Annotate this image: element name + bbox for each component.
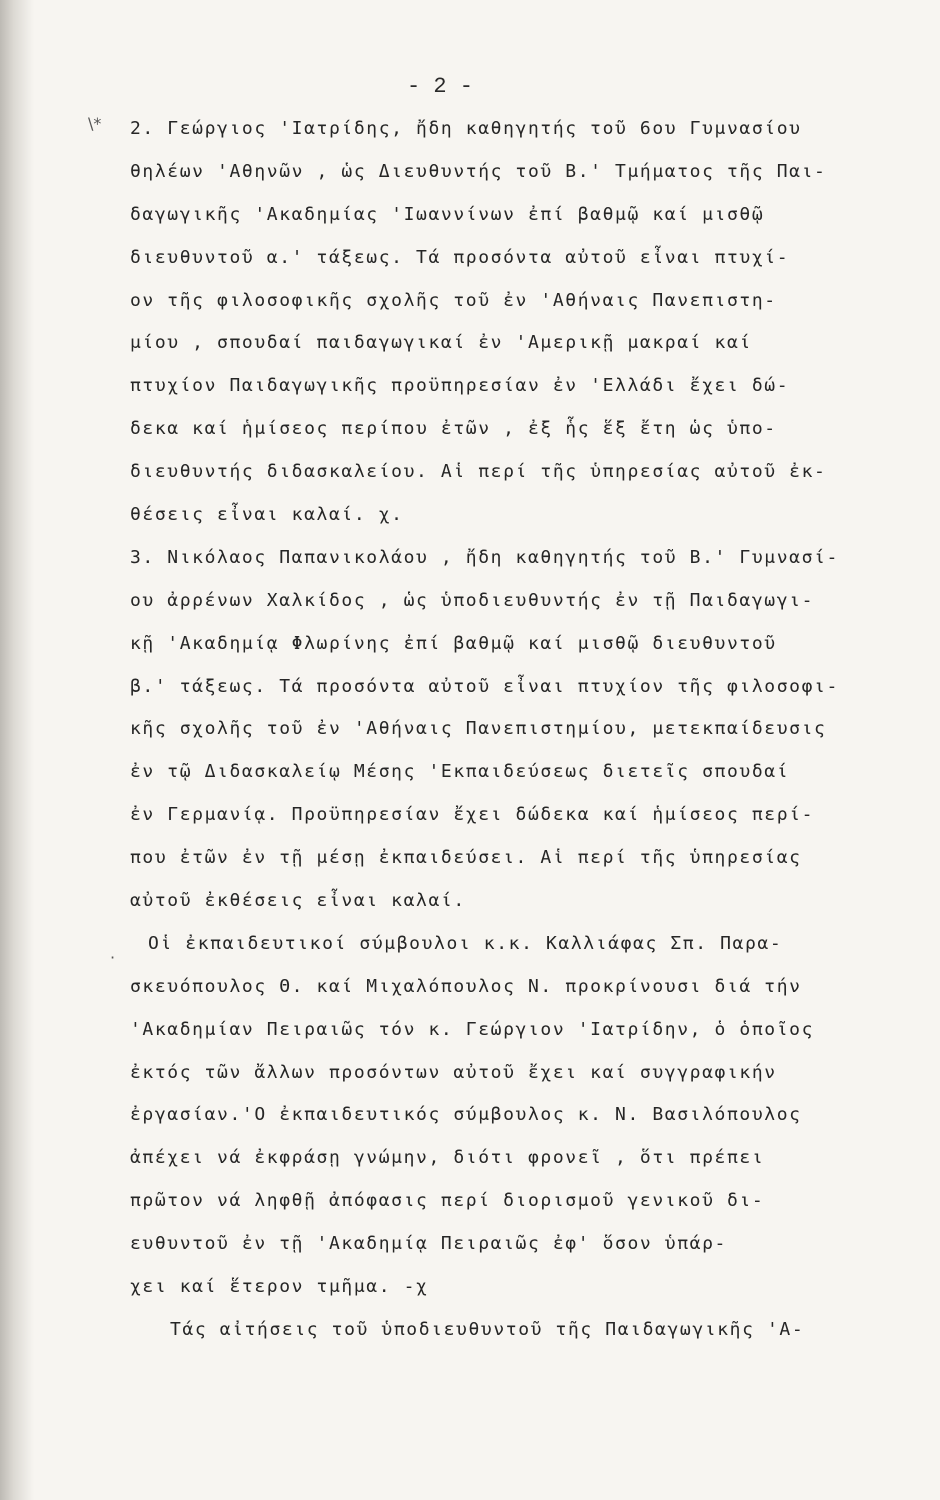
- text-line: πρῶτον νά ληφθῇ ἀπόφασις περί διορισμοῦ γενικοῦ δι-: [130, 1190, 765, 1212]
- typed-text-body: [130, 108, 910, 1352]
- text-line: ἐν Γερμανίᾳ. Προϋπηρεσίαν ἔχει δώδεκα καί ἡμίσεος περί-: [130, 804, 815, 826]
- text-line: Οἱ ἐκπαιδευτικοί σύμβουλοι κ.κ. Καλλιάφας Σπ. Παρα-: [148, 932, 783, 954]
- text-line: χει καί ἕτερον τμῆμα. -χ: [130, 1276, 429, 1298]
- margin-annotation-mark: \*: [88, 114, 102, 133]
- text-line: θηλέων 'Αθηνῶν , ὡς Διευθυντής τοῦ Β.' Τμήματος τῆς Παι-: [130, 160, 827, 182]
- text-line: κῆς σχολῆς τοῦ ἐν 'Αθήναις Πανεπιστημίου, μετεκπαίδευσις: [130, 718, 827, 740]
- text-line: ἐργασίαν.'Ο ἐκπαιδευτικός σύμβουλος κ. Ν. Βασιλόπουλος: [130, 1104, 802, 1126]
- text-line: Τάς αἰτήσεις τοῦ ὑποδιευθυντοῦ τῆς Παιδαγωγικῆς 'Α-: [170, 1318, 805, 1340]
- text-line: αὐτοῦ ἐκθέσεις εἶναι καλαί.: [130, 890, 466, 912]
- text-line: 3. Νικόλαος Παπανικολάου , ἤδη καθηγητής τοῦ Β.' Γυμνασί-: [130, 546, 839, 568]
- binding-shadow: [0, 0, 34, 1500]
- text-line: σκευόπουλος Θ. καί Μιχαλόπουλος Ν. προκρίνουσι διά τήν: [130, 975, 802, 997]
- text-line: διευθυντής διδασκαλείου. Αἱ περί τῆς ὑπηρεσίας αὐτοῦ ἐκ-: [130, 461, 827, 483]
- text-line: ἀπέχει νά ἐκφράσῃ γνώμην, διότι φρονεῖ , ὅτι πρέπει: [130, 1147, 765, 1169]
- text-line: 2. Γεώργιος 'Ιατρίδης, ἤδη καθηγητής τοῦ 6ου Γυμνασίου: [130, 118, 802, 139]
- text-line: 'Ακαδημίαν Πειραιῶς τόν κ. Γεώργιον 'Ιατρίδην, ὁ ὁποῖος: [130, 1018, 815, 1040]
- text-line: διευθυντοῦ α.' τάξεως. Τά προσόντα αὐτοῦ εἶναι πτυχί-: [130, 246, 790, 268]
- text-line: β.' τάξεως. Τά προσόντα αὐτοῦ εἶναι πτυχίον τῆς φιλοσοφι-: [130, 675, 839, 697]
- text-line: θέσεις εἶναι καλαί. χ.: [130, 504, 404, 526]
- text-line: δαγωγικῆς 'Ακαδημίας 'Ιωαννίνων ἐπί βαθμῷ καί μισθῷ: [130, 203, 765, 225]
- margin-dot-mark: ·: [110, 948, 116, 967]
- text-line: πτυχίον Παιδαγωγικῆς προϋπηρεσίαν ἐν 'Ελλάδι ἔχει δώ-: [130, 375, 790, 397]
- text-line: μίου , σπουδαί παιδαγωγικαί ἐν 'Αμερικῇ μακραί καί: [130, 332, 752, 354]
- text-line: δεκα καί ἡμίσεος περίπου ἐτῶν , ἐξ ἧς ἕξ ἔτη ὡς ὑπο-: [130, 418, 777, 440]
- text-line: ον τῆς φιλοσοφικῆς σχολῆς τοῦ ἐν 'Αθήναις Πανεπιστη-: [130, 289, 777, 311]
- text-line: ἐκτός τῶν ἄλλων προσόντων αὐτοῦ ἔχει καί συγγραφικήν: [130, 1061, 777, 1083]
- page-number: - 2 -: [406, 74, 473, 99]
- text-line: ἐν τῷ Διδασκαλείῳ Μέσης 'Εκπαιδεύσεως διετεῖς σπουδαί: [130, 761, 790, 783]
- text-line: που ἐτῶν ἐν τῇ μέσῃ ἐκπαιδεύσει. Αἱ περί τῆς ὑπηρεσίας: [130, 847, 802, 869]
- text-line: κῇ 'Ακαδημίᾳ Φλωρίνης ἐπί βαθμῷ καί μισθῷ διευθυντοῦ: [130, 632, 777, 654]
- text-line: ου ἀρρένων Χαλκίδος , ὡς ὑποδιευθυντής ἐν τῇ Παιδαγωγι-: [130, 589, 815, 611]
- text-line: ευθυντοῦ ἐν τῇ 'Ακαδημίᾳ Πειραιῶς ἐφ' ὅσον ὑπάρ-: [130, 1233, 727, 1255]
